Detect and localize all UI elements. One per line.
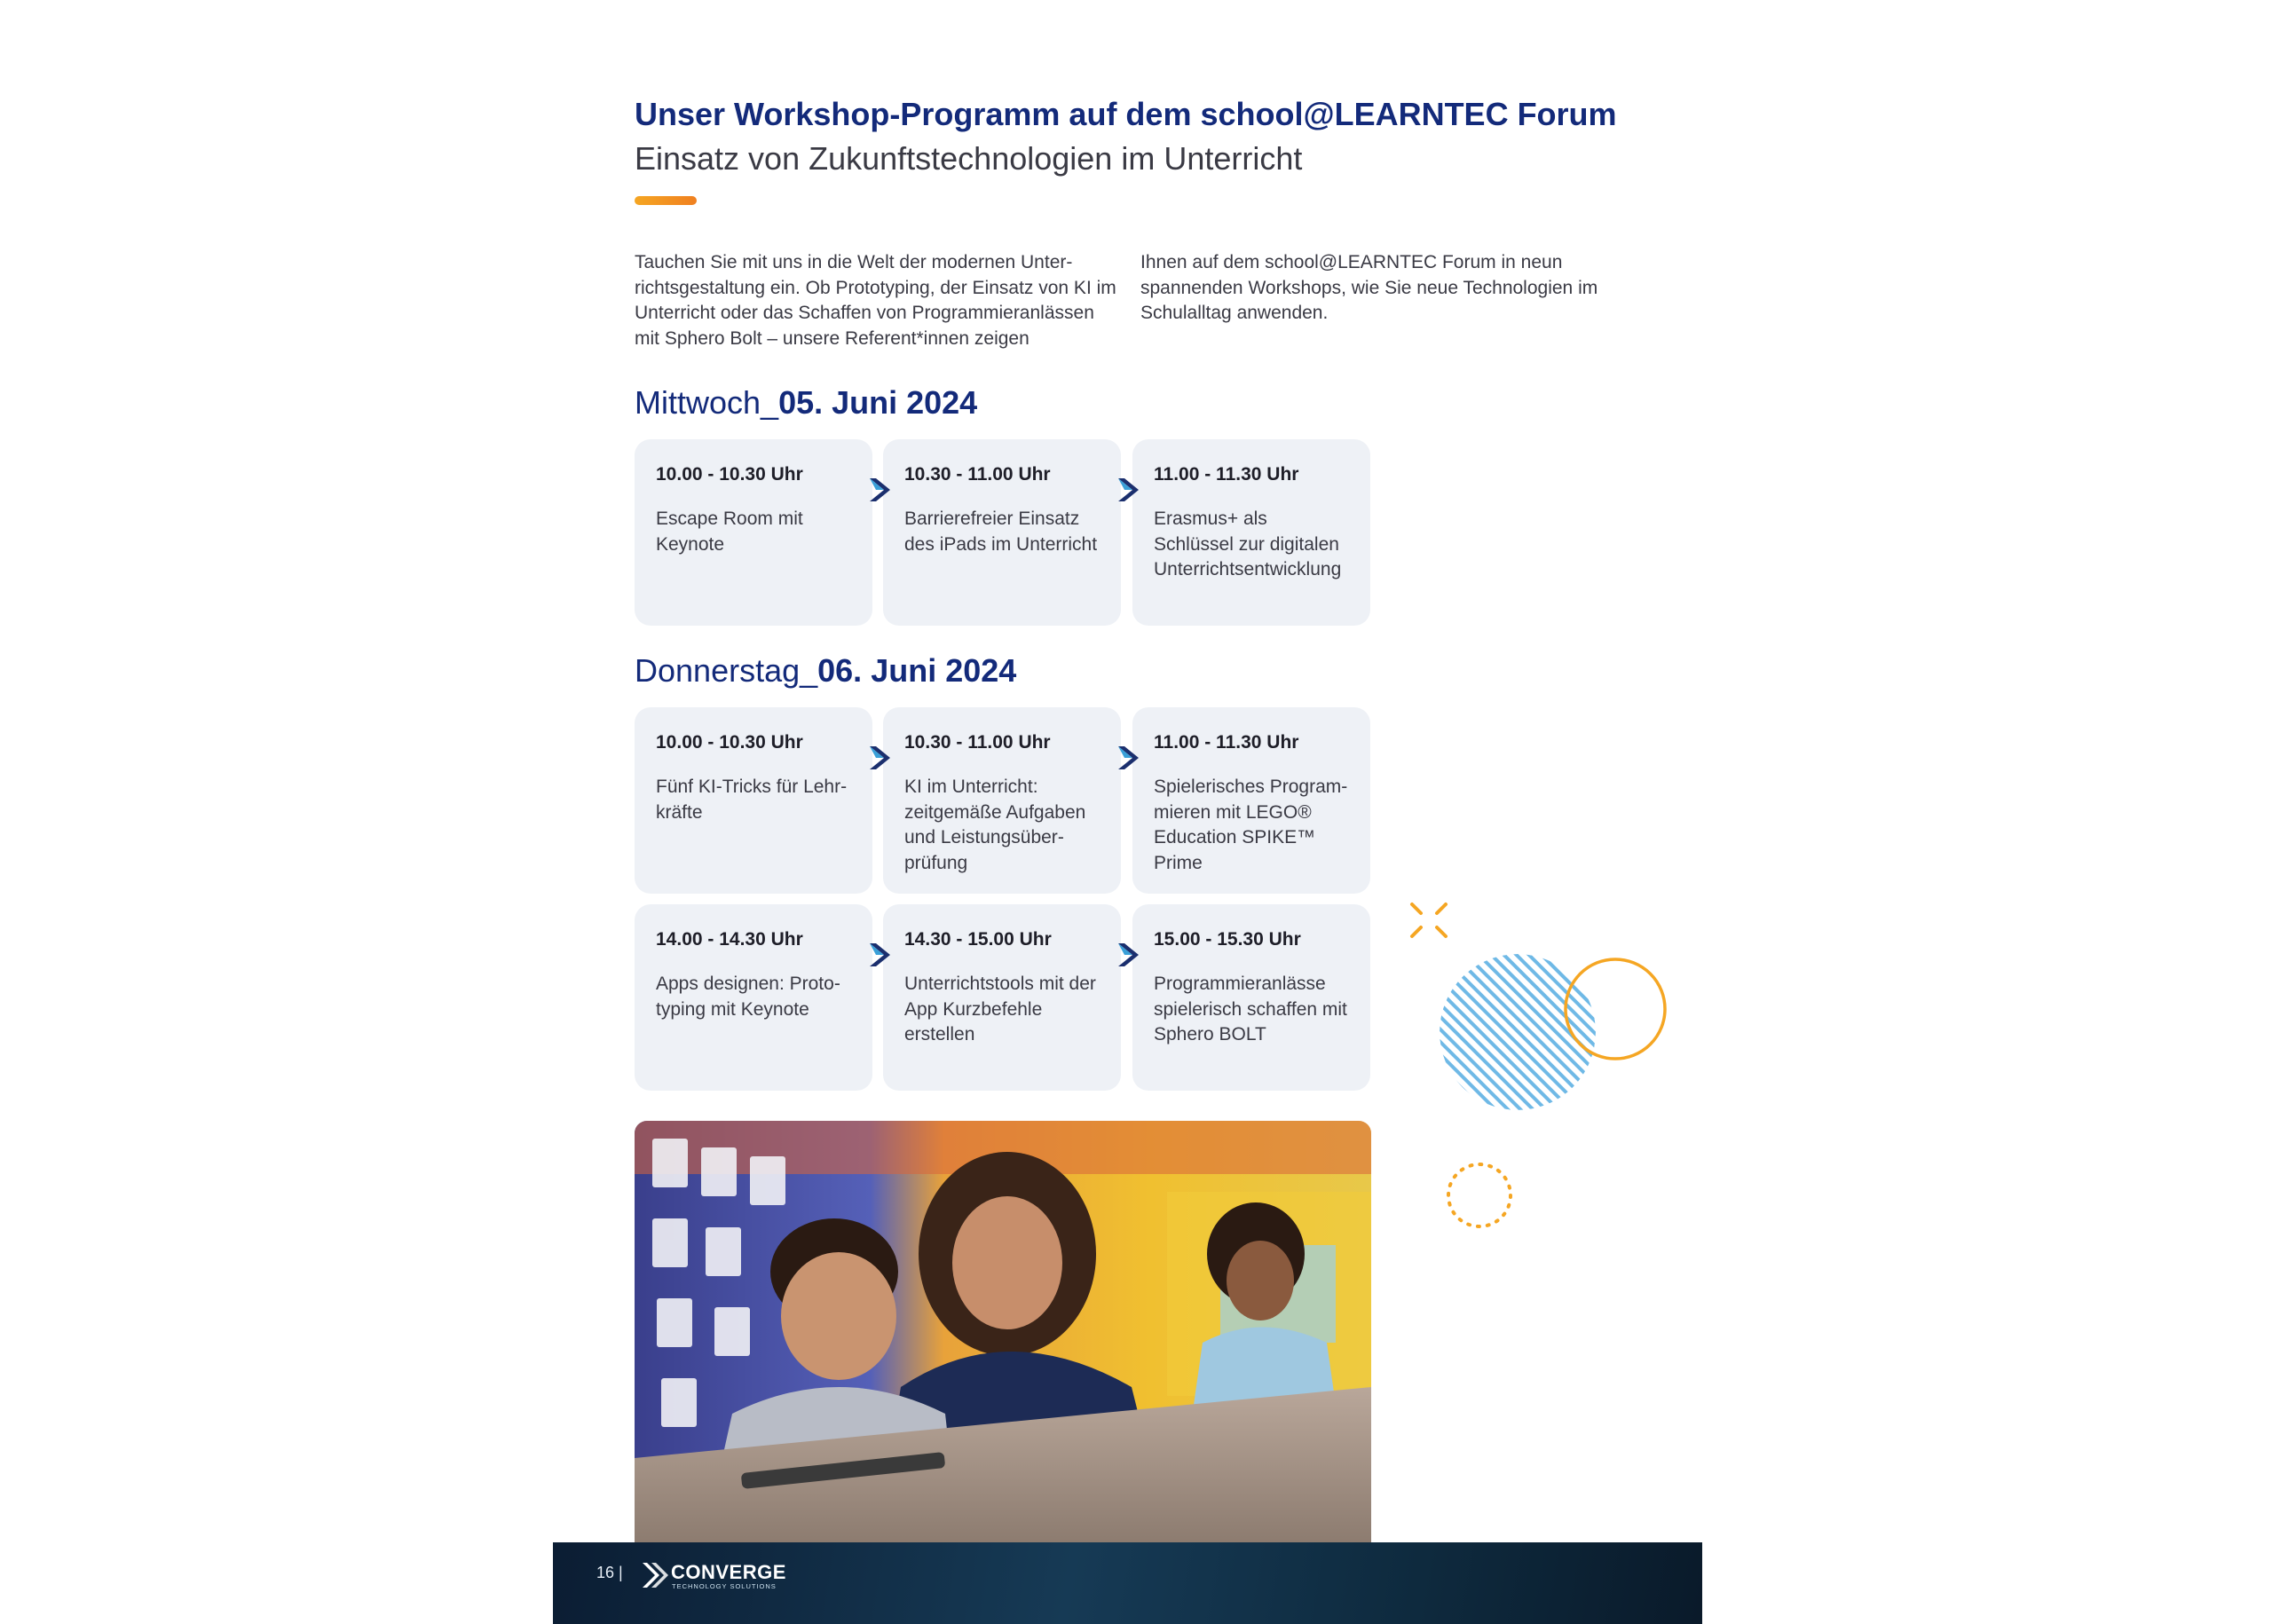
day-heading-thursday: [635, 652, 1016, 690]
chevron-right-icon: [1116, 942, 1140, 968]
session-time: 14.00 - 14.30 Uhr: [656, 929, 803, 950]
page-title: Unser Workshop-Programm auf dem school@LEARNTEC Forum: [635, 96, 1617, 132]
session-time: 11.00 - 11.30 Uhr: [1154, 732, 1299, 753]
session-card: [883, 439, 1121, 626]
session-title: Apps designen: Prototyping mit Keynote: [656, 974, 840, 1020]
session-title: Barrierefreier Einsatz des iPads im Unterricht: [904, 508, 1098, 555]
session-card: [883, 904, 1121, 1091]
intro-text-right: Ihnen auf dem school@LEARNTEC Forum in neun spannenden Workshops, wie Sie neue Technologien im Schulalltag anwenden.: [1140, 252, 1598, 323]
brand-tagline: TECHNOLOGY SOLUTIONS: [672, 1582, 777, 1590]
session-title: Fünf KI-Tricks für Lehrkräfte: [656, 777, 848, 823]
session-card: [635, 439, 872, 626]
chevron-right-icon: [1116, 477, 1140, 503]
session-title: Unterrichtstools mit der App Kurzbefehle erstellen: [904, 974, 1096, 1045]
session-title: KI im Unterricht: zeitgemäße Aufgaben und Leistungsüberprüfung: [904, 777, 1086, 873]
classroom-photo: [635, 1121, 1371, 1545]
chevron-right-icon: [868, 942, 891, 968]
session-time: 10.00 - 10.30 Uhr: [656, 464, 803, 485]
session-time: 14.30 - 15.00 Uhr: [904, 929, 1052, 950]
session-title: Programmieranlässe spielerisch schaffen mit Sphero BOLT: [1154, 974, 1347, 1045]
dotted-circle: [1445, 1161, 1514, 1230]
chevron-right-icon: [1116, 745, 1140, 771]
page-subtitle: Einsatz von Zukunftstechnologien im Unterricht: [635, 140, 1303, 177]
session-card: [635, 707, 872, 894]
day-date: 05. Juni 2024: [778, 384, 978, 421]
title-accent-bar: [635, 196, 697, 205]
page-number: 16 |: [596, 1564, 623, 1581]
chevron-right-icon: [868, 477, 891, 503]
session-time: 10.30 - 11.00 Uhr: [904, 732, 1051, 753]
session-time: 15.00 - 15.30 Uhr: [1154, 929, 1301, 950]
session-card: [883, 707, 1121, 894]
session-time: 10.30 - 11.00 Uhr: [904, 464, 1051, 485]
day-name: Mittwoch_: [635, 384, 779, 421]
session-title: Escape Room mit Keynote: [656, 508, 803, 555]
chevron-right-icon: [868, 745, 891, 771]
decorative-circles: [1433, 950, 1673, 1114]
brand-name: CONVERGE: [671, 1561, 786, 1583]
session-title: Spielerisches Programmieren mit LEGO® Education SPIKE™ Prime: [1154, 777, 1348, 873]
day-date: 06. Juni 2024: [817, 652, 1017, 689]
session-time: 10.00 - 10.30 Uhr: [656, 732, 803, 753]
day-name: Donnerstag_: [635, 652, 818, 689]
session-title: Erasmus+ als Schlüssel zur digitalen Unterrichtsentwicklung: [1154, 508, 1342, 579]
session-time: 11.00 - 11.30 Uhr: [1154, 464, 1299, 485]
session-card: [1132, 707, 1370, 894]
session-card: [1132, 439, 1370, 626]
session-card: [1132, 904, 1370, 1091]
day-heading-wednesday: [635, 384, 977, 422]
session-card: [635, 904, 872, 1091]
intro-text-left: Tauchen Sie mit uns in die Welt der modernen Unterrichtsgestaltung ein. Ob Prototyping, der Einsatz von KI im Unterricht oder das Schaffen von Programmieranlässen mit Sphero Bolt – unsere Referent*innen zeigen: [635, 252, 1116, 349]
sparkle-icon: [1407, 901, 1451, 941]
